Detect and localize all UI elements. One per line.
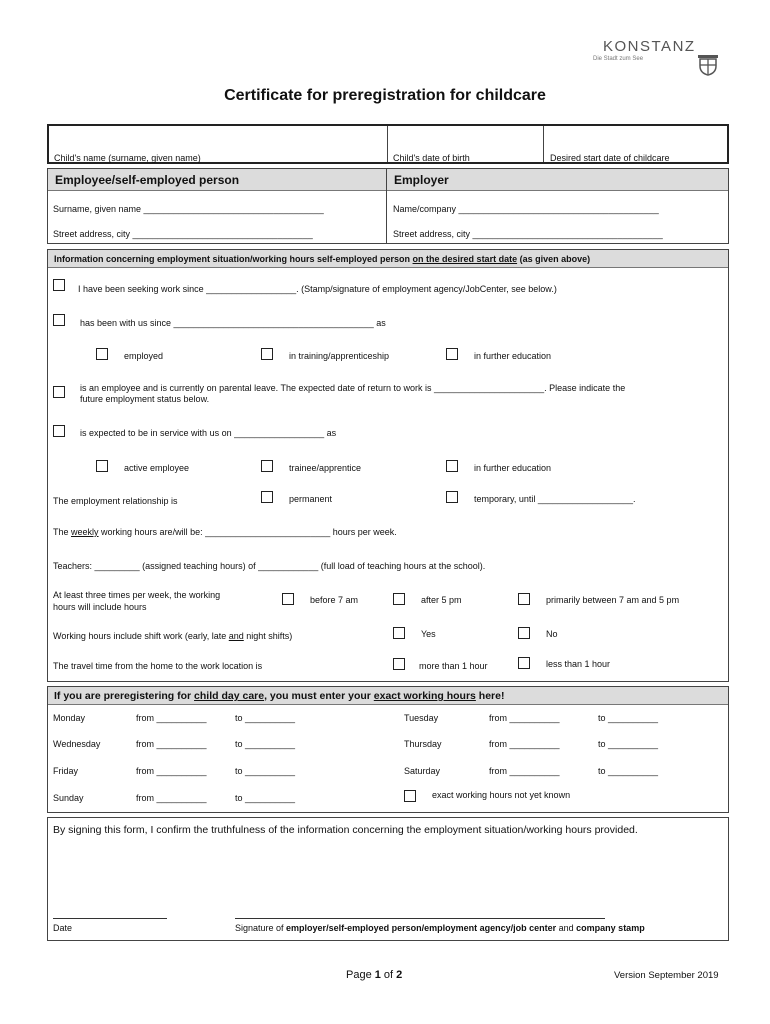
- temporary-checkbox[interactable]: [446, 491, 458, 503]
- shift-no-checkbox[interactable]: [518, 627, 530, 639]
- day-monday: Monday: [53, 713, 86, 723]
- employee-surname-field[interactable]: Surname, given name ____________________________________: [53, 204, 324, 214]
- hours-unknown-label: exact working hours not yet known: [432, 790, 571, 800]
- sunday-to-field[interactable]: to __________: [235, 793, 296, 803]
- trainee-label: trainee/apprentice: [289, 463, 362, 473]
- version-label: Version September 2019: [614, 970, 719, 981]
- employer-name-field[interactable]: Name/company ________________________________________: [393, 204, 659, 214]
- three-times-text-2: hours will include hours: [53, 602, 147, 612]
- training-label: in training/apprenticeship: [289, 351, 390, 361]
- between-checkbox[interactable]: [518, 593, 530, 605]
- thursday-from-field[interactable]: from __________: [489, 739, 560, 749]
- active-label: active employee: [124, 463, 190, 473]
- child-start-field[interactable]: Desired start date of childcare: [550, 153, 670, 163]
- tuesday-to-field[interactable]: to __________: [598, 713, 659, 723]
- crest-icon: [697, 54, 719, 76]
- employee-header: Employee/self-employed person: [55, 173, 240, 187]
- day-wednesday: Wednesday: [53, 739, 101, 749]
- signature-field[interactable]: Signature of employer/self-employed person/employment agency/job center and company stamp: [235, 923, 645, 933]
- logo-text: KONSTANZ: [603, 38, 696, 55]
- more-1h-label: more than 1 hour: [419, 661, 488, 671]
- thursday-to-field[interactable]: to __________: [598, 739, 659, 749]
- parental-text-1: is an employee and is currently on parental leave. The expected date of return to work is ______________________. Please indicate the: [80, 383, 626, 393]
- monday-to-field[interactable]: to __________: [235, 713, 296, 723]
- trainee-checkbox[interactable]: [261, 460, 273, 472]
- shift-yes-checkbox[interactable]: [393, 627, 405, 639]
- further-ed2-label: in further education: [474, 463, 552, 473]
- employed-label: employed: [124, 351, 164, 361]
- child-name-field[interactable]: Child's name (surname, given name): [54, 153, 201, 163]
- saturday-to-field[interactable]: to __________: [598, 766, 659, 776]
- expected-text: is expected to be in service with us on __________________ as: [80, 428, 337, 438]
- shift-yes-label: Yes: [421, 629, 436, 639]
- day-saturday: Saturday: [404, 766, 441, 776]
- hours-unknown-checkbox[interactable]: [404, 790, 416, 802]
- sunday-from-field[interactable]: from __________: [136, 793, 207, 803]
- monday-from-field[interactable]: from __________: [136, 713, 207, 723]
- further-ed-checkbox[interactable]: [446, 348, 458, 360]
- day-sunday: Sunday: [53, 793, 84, 803]
- seeking-work-checkbox[interactable]: [53, 279, 65, 291]
- between-label: primarily between 7 am and 5 pm: [546, 595, 680, 605]
- date-signature-field[interactable]: Date: [53, 923, 73, 933]
- before-7-checkbox[interactable]: [282, 593, 294, 605]
- before-7-label: before 7 am: [310, 595, 359, 605]
- after-5-label: after 5 pm: [421, 595, 462, 605]
- after-5-checkbox[interactable]: [393, 593, 405, 605]
- employed-checkbox[interactable]: [96, 348, 108, 360]
- travel-text: The travel time from the home to the work location is: [53, 661, 263, 671]
- day-tuesday: Tuesday: [404, 713, 439, 723]
- friday-to-field[interactable]: to __________: [235, 766, 296, 776]
- daycare-header: If you are preregistering for child day care, you must enter your exact working hours here!: [54, 690, 505, 702]
- parental-leave-checkbox[interactable]: [53, 386, 65, 398]
- more-1h-checkbox[interactable]: [393, 658, 405, 670]
- permanent-label: permanent: [289, 494, 333, 504]
- expected-service-checkbox[interactable]: [53, 425, 65, 437]
- employee-street-field[interactable]: Street address, city ____________________________________: [53, 229, 313, 239]
- training-checkbox[interactable]: [261, 348, 273, 360]
- tuesday-from-field[interactable]: from __________: [489, 713, 560, 723]
- three-times-text-1: At least three times per week, the working: [53, 590, 221, 600]
- weekly-hours-text: The weekly working hours are/will be: _________________________ hours per week.: [53, 527, 397, 537]
- permanent-checkbox[interactable]: [261, 491, 273, 503]
- shift-no-label: No: [546, 629, 558, 639]
- relationship-label: The employment relationship is: [53, 496, 178, 506]
- page-title: Certificate for preregistration for childcare: [224, 87, 546, 104]
- friday-from-field[interactable]: from __________: [136, 766, 207, 776]
- situation-header: Information concerning employment situation/working hours self-employed person on the desired start date (as given above): [54, 254, 591, 264]
- with-us-checkbox[interactable]: [53, 314, 65, 326]
- child-section: [47, 124, 729, 164]
- seeking-work-text: I have been seeking work since __________________. (Stamp/signature of employment agency/JobCenter, see below.): [78, 284, 557, 294]
- teachers-text: Teachers: _________ (assigned teaching hours) of ____________ (full load of teaching hours at the school).: [53, 561, 486, 571]
- day-thursday: Thursday: [404, 739, 442, 749]
- employer-street-field[interactable]: Street address, city ______________________________________: [393, 229, 663, 239]
- further-ed2-checkbox[interactable]: [446, 460, 458, 472]
- child-dob-field[interactable]: Child's date of birth: [393, 153, 470, 163]
- less-1h-checkbox[interactable]: [518, 657, 530, 669]
- wednesday-from-field[interactable]: from __________: [136, 739, 207, 749]
- wednesday-to-field[interactable]: to __________: [235, 739, 296, 749]
- shift-work-text: Working hours include shift work (early, late and night shifts): [53, 631, 293, 641]
- temporary-label: temporary, until ___________________.: [474, 494, 636, 504]
- with-us-text: has been with us since ________________________________________ as: [80, 318, 386, 328]
- day-friday: Friday: [53, 766, 79, 776]
- active-employee-checkbox[interactable]: [96, 460, 108, 472]
- parental-text-2: future employment status below.: [80, 394, 210, 404]
- logo-tagline: Die Stadt zum See: [593, 56, 644, 62]
- less-1h-label: less than 1 hour: [546, 659, 611, 669]
- saturday-from-field[interactable]: from __________: [489, 766, 560, 776]
- further-ed-label: in further education: [474, 351, 552, 361]
- employer-header: Employer: [394, 173, 449, 187]
- page-indicator: Page 1 of 2: [346, 969, 403, 981]
- confirm-text: By signing this form, I confirm the truthfulness of the information concerning the employment situation/working hours provided.: [53, 824, 638, 836]
- employment-parties-section: [47, 168, 729, 244]
